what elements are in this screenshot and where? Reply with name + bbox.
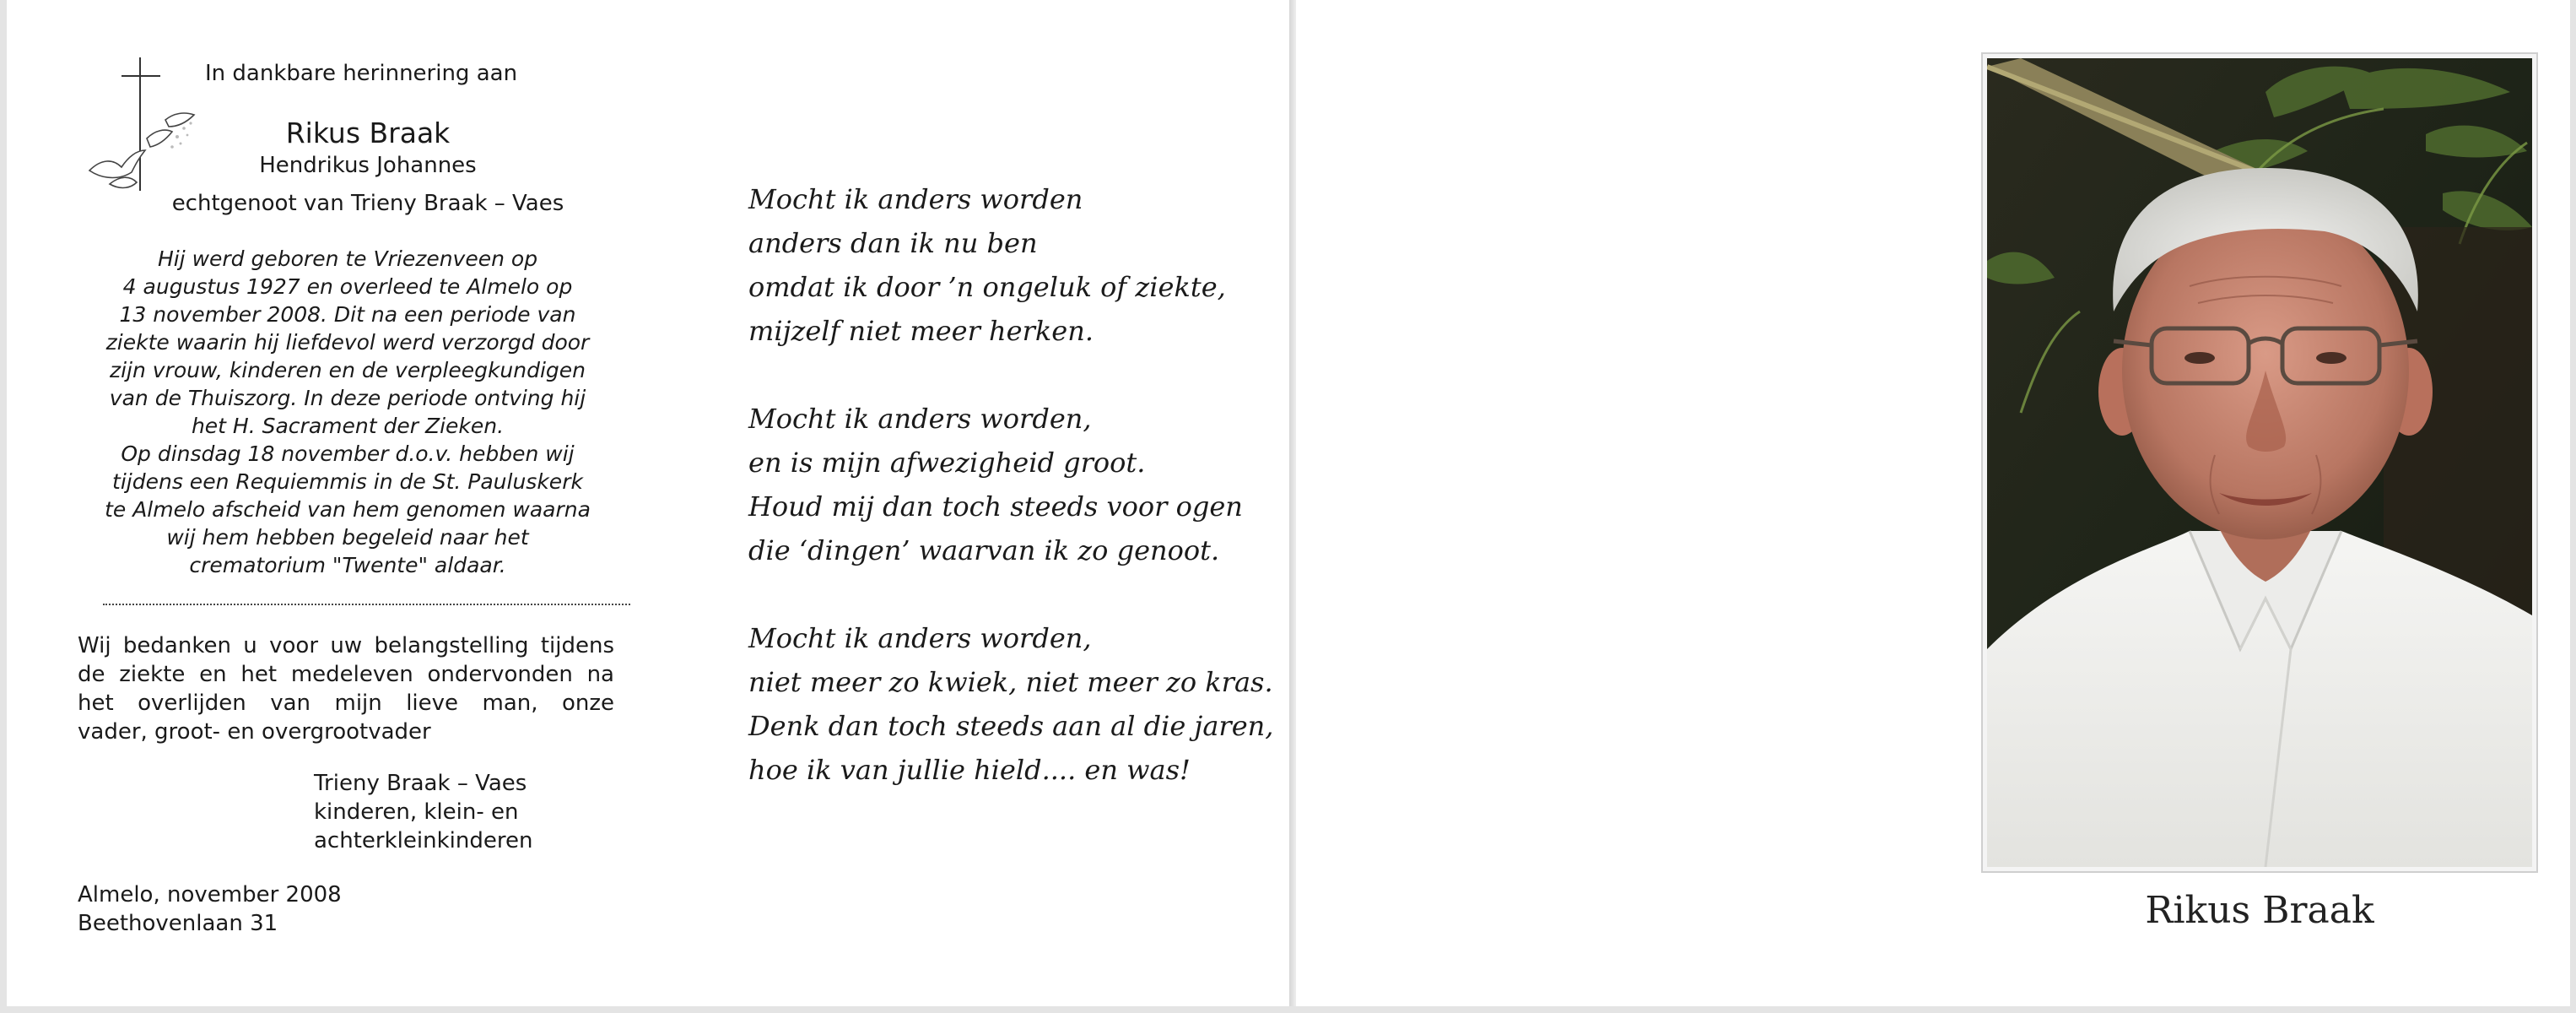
deceased-name: Rikus Braak (285, 116, 451, 149)
portrait-photo (1987, 58, 2532, 867)
poem-stanza (748, 397, 1273, 572)
bio-line: te Almelo afscheid van hem genomen waarna (105, 497, 591, 522)
thanks-paragraph (78, 631, 614, 746)
poem-line: Mocht ik anders worden, (748, 403, 1092, 435)
poem-stanza (748, 177, 1273, 353)
deceased-name-block (145, 116, 591, 178)
bio-line: tijdens een Requiemmis in de St. Pauluskerk (112, 469, 583, 494)
dotted-divider (103, 604, 630, 605)
poem-line: Mocht ik anders worden (748, 183, 1083, 215)
poem-line: Denk dan toch steeds aan al die jaren, (748, 710, 1274, 742)
photo-caption: Rikus Braak (2145, 889, 2374, 932)
bio-line: van de Thuiszorg. In deze periode ontving hij (109, 386, 586, 410)
poem (748, 177, 1273, 836)
bio-line: wij hem hebben begeleid naar het (166, 525, 529, 550)
bio-line: zijn vrouw, kinderen en de verpleegkundigen (109, 358, 586, 382)
spouse-line: echtgenoot van Trieny Braak – Vaes (171, 191, 564, 216)
bio-line: 13 november 2008. Dit na een periode van (119, 302, 576, 327)
thanks-line: Wij bedanken u voor uw belangstelling tijdens (78, 633, 614, 658)
poem-line: en is mijn afwezigheid groot. (748, 447, 1146, 479)
bio-line: het H. Sacrament der Zieken. (191, 414, 505, 438)
portrait-frame (1983, 54, 2536, 871)
given-names: Hendrikus Johannes (259, 153, 477, 178)
bio-line: Op dinsdag 18 november d.o.v. hebben wij (121, 441, 575, 466)
poem-line: hoe ik van jullie hield.... en was! (748, 754, 1191, 786)
signature-line: Trieny Braak – Vaes (314, 771, 527, 796)
poem-line: mijzelf niet meer herken. (748, 315, 1094, 347)
address: Beethovenlaan 31 (78, 911, 278, 936)
signature (314, 769, 532, 855)
card-fold (1289, 0, 1296, 1006)
bio-line: Hij werd geboren te Vriezenveen op (157, 246, 538, 271)
place-date: Almelo, november 2008 (78, 882, 342, 907)
place-and-address (78, 880, 342, 938)
poem-line: anders dan ik nu ben (748, 227, 1038, 259)
intro-line: In dankbare herinnering aan (205, 61, 518, 86)
signature-line: achterkleinkinderen (314, 828, 533, 853)
poem-stanza (748, 616, 1273, 792)
poem-line: niet meer zo kwiek, niet meer zo kras. (748, 666, 1273, 698)
poem-line: omdat ik door ’n ongeluk of ziekte, (748, 271, 1226, 303)
bio-line: ziekte waarin hij liefdevol werd verzorgd door (105, 330, 590, 355)
bio-line: 4 augustus 1927 en overleed te Almelo op (122, 274, 573, 299)
bio-line: crematorium "Twente" aldaar. (189, 553, 506, 577)
poem-line: Houd mij dan toch steeds voor ogen (748, 490, 1243, 523)
signature-line: kinderen, klein- en (314, 799, 519, 825)
thanks-line: vader, groot- en overgrootvader (78, 719, 431, 745)
poem-line: die ‘dingen’ waarvan ik zo genoot. (748, 534, 1220, 566)
biography (78, 245, 618, 579)
thanks-line: de ziekte en het medeleven ondervonden na (78, 662, 614, 687)
poem-line: Mocht ik anders worden, (748, 622, 1092, 654)
thanks-line: het overlijden van mijn lieve man, onze (78, 691, 614, 716)
